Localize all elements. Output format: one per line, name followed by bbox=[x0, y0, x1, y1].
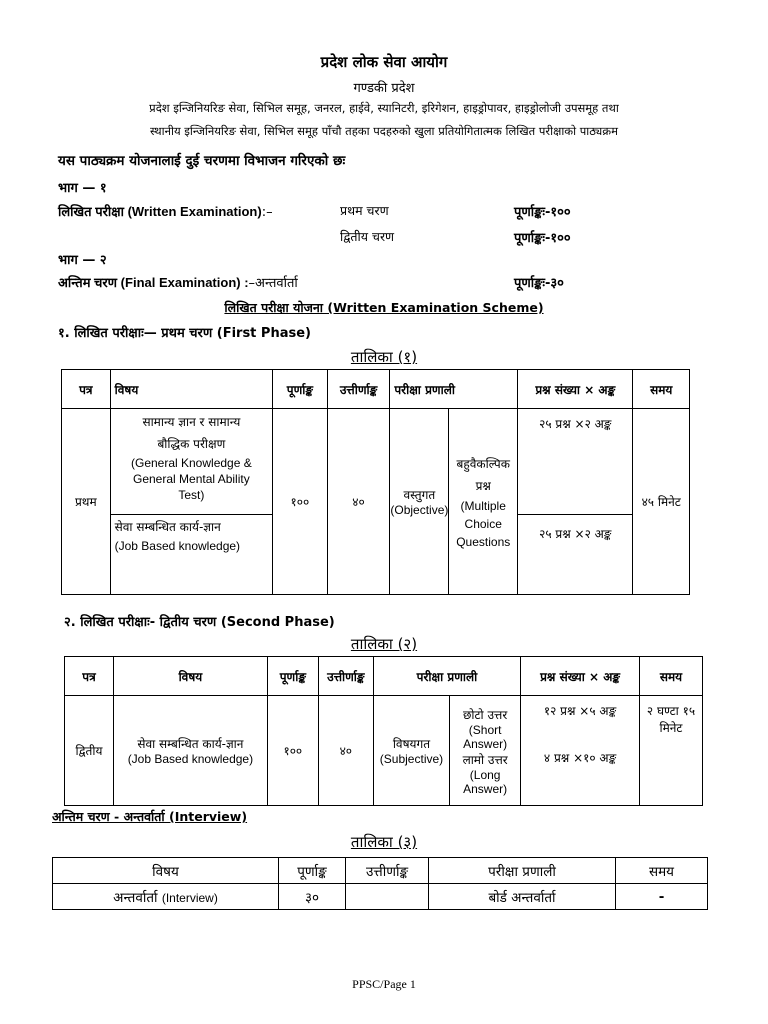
table1-subject1-en: (General Knowledge & General Mental Ability Test) bbox=[130, 456, 252, 502]
table3-subject-np: अन्तर्वार्ता bbox=[113, 889, 158, 906]
part2-exam-label: अन्तिम चरण (Final Examination) : bbox=[58, 275, 249, 290]
table1-type-np: बहुवैकल्पिक प्रश्न bbox=[456, 456, 510, 493]
table3-subject-en: (Interview) bbox=[161, 890, 218, 905]
table3-header-pass-marks: उत्तीर्णाङ्क bbox=[346, 858, 429, 884]
scheme-heading: लिखित परीक्षा योजना (Written Examination Scheme) bbox=[224, 300, 544, 315]
document-subtitle: गण्डकी प्रदेश bbox=[353, 81, 415, 96]
part2-exam bbox=[58, 273, 298, 291]
table1-header-pass-marks: उत्तीर्णाङ्क bbox=[327, 370, 390, 409]
table3-header-system: परीक्षा प्रणाली bbox=[429, 858, 616, 884]
part2-label: भाग — २ bbox=[58, 253, 107, 268]
table3-caption: तालिका (३) bbox=[350, 833, 418, 851]
table1-caption: तालिका (१) bbox=[350, 348, 418, 366]
document-title: प्रदेश लोक सेवा आयोग bbox=[320, 53, 448, 71]
table1-q2: २५ प्रश्न ×२ अङ्क bbox=[518, 515, 633, 595]
table2-short-np: छोटो उत्तर bbox=[462, 707, 508, 722]
table-row bbox=[53, 884, 708, 910]
table1-header-time: समय bbox=[633, 370, 690, 409]
intro-text: यस पाठ्यक्रम योजनालाई दुई चरणमा विभाजन गरिएको छः bbox=[58, 153, 346, 169]
table3-header-subject: विषय bbox=[53, 858, 279, 884]
table2-header-full-marks: पूर्णाङ्क bbox=[267, 657, 318, 696]
part1-label: भाग — १ bbox=[58, 181, 107, 196]
part1-phase1: प्रथम चरण bbox=[340, 203, 389, 218]
table2-subject-en: (Job Based knowledge) bbox=[127, 752, 254, 766]
table2-header-row bbox=[65, 657, 703, 696]
table1-subject2-en: (Job Based knowledge) bbox=[114, 539, 241, 553]
table1 bbox=[61, 369, 690, 595]
table1-paper: प्रथम bbox=[62, 409, 111, 595]
table1-q1: २५ प्रश्न ×२ अङ्क bbox=[518, 409, 633, 515]
part1-exam-label: लिखित परीक्षा (Written Examination) bbox=[58, 204, 262, 219]
table1-type-en: (Multiple Choice Questions bbox=[456, 498, 511, 549]
table2-full-marks: १०० bbox=[267, 696, 318, 806]
table2-system-en: (Subjective) bbox=[379, 752, 444, 766]
table2-answer-type bbox=[450, 696, 521, 806]
table1-system-en: (Objective) bbox=[390, 503, 449, 517]
table1-system-np: वस्तुगत bbox=[403, 488, 436, 502]
table2-long-np: लामो उत्तर bbox=[462, 752, 508, 767]
table3-header-time: समय bbox=[616, 858, 708, 884]
table1-header-row bbox=[62, 370, 690, 409]
table2-subject-np: सेवा सम्बन्धित कार्य-ज्ञान bbox=[137, 737, 244, 751]
table2-pass-marks: ४० bbox=[318, 696, 373, 806]
final-heading: अन्तिम चरण - अन्तर्वार्ता (Interview) bbox=[52, 809, 248, 824]
table1-type bbox=[449, 409, 518, 595]
table2-header-questions: प्रश्न संख्या × अङ्क bbox=[521, 657, 640, 696]
table-row bbox=[65, 696, 703, 806]
table2-system bbox=[373, 696, 449, 806]
table2-header-time: समय bbox=[639, 657, 702, 696]
table2-header-pass-marks: उत्तीर्णाङ्क bbox=[318, 657, 373, 696]
description-line-2: स्थानीय इन्जिनियरिङ सेवा, सिभिल समूह पाँचौ तहका पदहरुको खुला प्रतियोगितात्मक लिखित परीक्षाको पाठ्यक्रम bbox=[150, 124, 618, 138]
table1-subject2-np: सेवा सम्बन्धित कार्य-ज्ञान bbox=[114, 520, 221, 534]
table1-system bbox=[390, 409, 449, 595]
table3-full-marks: ३० bbox=[279, 884, 346, 910]
table1-header-subject: विषय bbox=[110, 370, 272, 409]
table3-header-row bbox=[53, 858, 708, 884]
phase2-heading: २. लिखित परीक्षाः- द्वितीय चरण (Second Phase) bbox=[64, 615, 335, 630]
table1-header-paper: पत्र bbox=[62, 370, 111, 409]
table2-long-en: (Long Answer) bbox=[463, 767, 508, 796]
table2-paper: द्वितीय bbox=[65, 696, 114, 806]
part2-interview: –अन्तर्वार्ता bbox=[248, 276, 298, 291]
table2-header-system: परीक्षा प्रणाली bbox=[373, 657, 520, 696]
table2-header-paper: पत्र bbox=[65, 657, 114, 696]
table2-caption: तालिका (२) bbox=[350, 635, 418, 653]
table2-time: २ घण्टा १५ मिनेट bbox=[639, 696, 702, 806]
part1-exam-sep: :– bbox=[261, 205, 273, 220]
table2-subject bbox=[113, 696, 267, 806]
part1-exam bbox=[58, 202, 273, 220]
table1-pass-marks: ४० bbox=[327, 409, 390, 595]
table-row bbox=[62, 409, 690, 515]
part1-marks2: पूर्णाङ्कः-१०० bbox=[514, 231, 571, 246]
part1-phase2: द्वितीय चरण bbox=[340, 229, 395, 244]
table1-header-full-marks: पूर्णाङ्क bbox=[273, 370, 328, 409]
table2-questions bbox=[521, 696, 640, 806]
part2-marks: पूर्णाङ्कः-३० bbox=[514, 276, 564, 291]
table2 bbox=[64, 656, 703, 806]
table3-time: - bbox=[616, 884, 708, 910]
phase1-heading: १. लिखित परीक्षाः— प्रथम चरण (First Phase) bbox=[58, 326, 311, 341]
table3-system: बोर्ड अन्तर्वार्ता bbox=[429, 884, 616, 910]
table1-subject1 bbox=[110, 409, 272, 515]
table2-short-en: (Short Answer) bbox=[463, 722, 508, 751]
table1-full-marks: १०० bbox=[273, 409, 328, 595]
table1-header-system: परीक्षा प्रणाली bbox=[390, 370, 518, 409]
table3-subject bbox=[53, 884, 279, 910]
table1-time: ४५ मिनेट bbox=[633, 409, 690, 595]
table1-header-questions: प्रश्न संख्या × अङ्क bbox=[518, 370, 633, 409]
page-footer: PPSC/Page 1 bbox=[352, 977, 416, 991]
description-line-1: प्रदेश इन्जिनियरिङ सेवा, सिभिल समूह, जनरल, हाईवे, स्यानिटरी, इरिगेशन, हाइड्रोपावर, हाइड्रोलोजी उपसमूह तथा bbox=[149, 101, 619, 115]
table2-q1: १२ प्रश्न ×५ अङ्क bbox=[543, 704, 617, 718]
part1-marks1: पूर्णाङ्कः-१०० bbox=[514, 205, 571, 220]
table3-pass-marks bbox=[346, 884, 429, 910]
table1-subject1-np: सामान्य ज्ञान र सामान्य बौद्धिक परीक्षण bbox=[142, 415, 241, 451]
table3 bbox=[52, 857, 708, 910]
table2-q2: ४ प्रश्न ×१० अङ्क bbox=[543, 751, 617, 765]
table3-header-full-marks: पूर्णाङ्क bbox=[279, 858, 346, 884]
table2-system-np: विषयगत bbox=[392, 737, 431, 751]
table2-header-subject: विषय bbox=[113, 657, 267, 696]
table1-subject2 bbox=[110, 515, 272, 595]
